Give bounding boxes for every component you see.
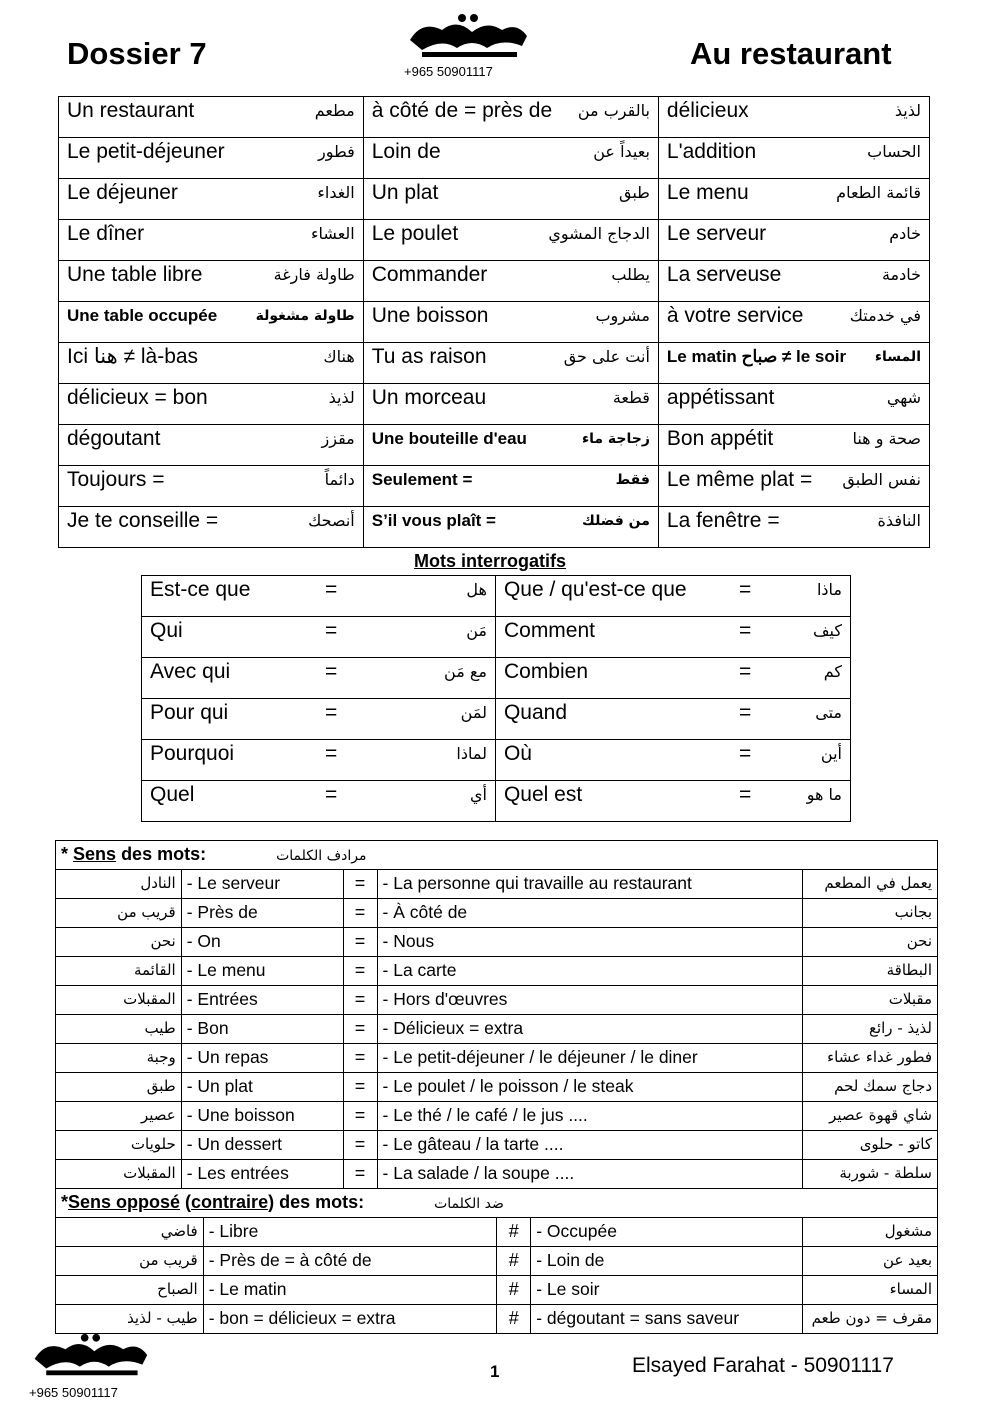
interrogatif-cell [142, 699, 496, 740]
french-term: S’il vous plaît = [371, 511, 496, 530]
arabic-opposite: مقرف = دون طعم [802, 1305, 937, 1334]
vocab-cell [658, 507, 929, 548]
french-word: Quand [503, 701, 568, 724]
vocab-cell [658, 97, 929, 138]
french-opposite: - Loin de [531, 1247, 803, 1276]
equals-sign: = [343, 1044, 377, 1073]
vocab-cell [658, 302, 929, 343]
french-term: - Près de = à côté de [203, 1247, 497, 1276]
french-term: - Le menu [181, 957, 343, 986]
arabic-synonym: سلطة - شوربة [802, 1160, 937, 1189]
page-title-right: Au restaurant [690, 36, 892, 71]
french-opposite: - Le soir [531, 1276, 803, 1305]
sens-row [56, 870, 938, 899]
french-word: Qui [150, 619, 183, 642]
arabic-synonym: نحن [802, 928, 937, 957]
contrary-sign: # [497, 1276, 531, 1305]
french-word: Où [503, 742, 532, 765]
arabic-word: مَن [466, 621, 487, 640]
vocab-cell [59, 138, 364, 179]
french-word: Quel est [503, 783, 583, 806]
sens-row [56, 1160, 938, 1189]
french-term: Le poulet [371, 222, 459, 245]
equals-sign: = [343, 957, 377, 986]
arabic-term: زجاجة ماء [581, 431, 650, 447]
sens-row [56, 1131, 938, 1160]
vocab-row [59, 466, 930, 507]
interrogatif-cell [495, 740, 850, 781]
vocab-cell [363, 343, 658, 384]
sens-header-cell [56, 841, 938, 870]
french-term: Le petit-déjeuner [67, 140, 225, 163]
arabic-meaning: قريب من [56, 899, 182, 928]
french-term: dégoutant [67, 427, 161, 450]
french-word: Comment [503, 619, 595, 642]
equals-sign: = [343, 986, 377, 1015]
logo-phone: +965 50901117 [404, 64, 493, 79]
vocab-cell [59, 425, 364, 466]
arabic-term: شهي [886, 388, 921, 407]
french-synonym: - À côté de [377, 899, 802, 928]
equals-sign: = [325, 578, 338, 601]
equals-sign: = [343, 928, 377, 957]
sens-row [56, 1102, 938, 1131]
arabic-opposite: المساء [802, 1276, 937, 1305]
interrogatif-cell [495, 699, 850, 740]
vocab-cell [363, 466, 658, 507]
french-term: - Un repas [181, 1044, 343, 1073]
french-term: Une boisson [371, 304, 489, 327]
french-term: - On [181, 928, 343, 957]
french-word: Pour qui [150, 701, 229, 724]
french-word: Pourquoi [150, 742, 235, 765]
arabic-word: ما هو [806, 785, 842, 804]
vocab-cell [363, 138, 658, 179]
vocab-cell [658, 261, 929, 302]
french-term: Commander [371, 263, 488, 286]
oppose-title-arabic: ضد الكلمات [434, 1196, 504, 1212]
french-term: Le même plat = [666, 468, 813, 491]
oppose-title-underlined-2: contraire [191, 1192, 269, 1212]
french-term: Toujours = [67, 468, 165, 491]
equals-sign: = [343, 899, 377, 928]
arabic-meaning: نحن [56, 928, 182, 957]
interrogatif-cell [142, 576, 496, 617]
interrogatifs-title: Mots interrogatifs [414, 551, 567, 571]
vocab-cell [363, 97, 658, 138]
vocab-cell [59, 384, 364, 425]
sens-title-underlined: Sens [73, 844, 117, 864]
french-term: Le serveur [666, 222, 767, 245]
oppose-title-mid: ( [180, 1192, 192, 1212]
vocab-cell [59, 507, 364, 548]
equals-sign: = [738, 742, 752, 765]
equals-sign: = [343, 1015, 377, 1044]
arabic-term: طبق [619, 183, 650, 202]
sens-header [56, 841, 938, 870]
oppose-row [56, 1305, 938, 1334]
french-term: Le dîner [67, 222, 145, 245]
vocab-row [59, 343, 930, 384]
equals-sign: = [738, 701, 752, 724]
vocab-cell [363, 384, 658, 425]
equals-sign: = [343, 1102, 377, 1131]
arabic-word: كم [823, 662, 842, 681]
french-term: Une table libre [67, 263, 203, 286]
vocab-row [59, 97, 930, 138]
interrogatifs-table [141, 575, 851, 822]
contrary-sign: # [497, 1305, 531, 1334]
interrogatif-row [142, 781, 851, 822]
arabic-word: متى [815, 703, 842, 722]
arabic-word: لماذا [456, 744, 487, 763]
arabic-term: في خدمتك [849, 306, 921, 325]
arabic-synonym: يعمل في المطعم [802, 870, 937, 899]
interrogatif-cell [495, 617, 850, 658]
vocab-row [59, 507, 930, 548]
vocab-cell [363, 425, 658, 466]
vocab-cell [658, 220, 929, 261]
vocab-cell [59, 220, 364, 261]
arabic-term: خادمة [881, 265, 921, 284]
contrary-sign: # [497, 1218, 531, 1247]
interrogatif-row [142, 576, 851, 617]
french-word: Combien [503, 660, 589, 683]
equals-sign: = [738, 578, 752, 601]
arabic-meaning: النادل [56, 870, 182, 899]
sens-row [56, 928, 938, 957]
interrogatif-cell [495, 576, 850, 617]
vocab-cell [658, 425, 929, 466]
french-synonym: - La personne qui travaille au restaurant [377, 870, 802, 899]
interrogatif-row [142, 658, 851, 699]
vocab-row [59, 261, 930, 302]
arabic-meaning: طبق [56, 1073, 182, 1102]
arabic-synonym: البطاقة [802, 957, 937, 986]
french-word: Est-ce que [150, 578, 251, 601]
vocab-row [59, 138, 930, 179]
arabic-synonym: دجاج سمك لحم [802, 1073, 937, 1102]
french-term: - Une boisson [181, 1102, 343, 1131]
french-term: délicieux = bon [67, 386, 208, 409]
sens-table [55, 840, 938, 1334]
vocab-cell [658, 384, 929, 425]
interrogatif-row [142, 740, 851, 781]
french-term: - Le serveur [181, 870, 343, 899]
interrogatif-row [142, 617, 851, 658]
interrogatif-cell [142, 781, 496, 822]
vocab-cell [658, 343, 929, 384]
arabic-meaning: المقبلات [56, 1160, 182, 1189]
arabic-meaning: حلويات [56, 1131, 182, 1160]
arabic-word: ماذا [816, 580, 842, 599]
arabic-term: النافذة [877, 511, 921, 530]
vocab-cell [658, 138, 929, 179]
arabic-term: من فضلك [582, 513, 650, 529]
arabic-term: مشروب [595, 306, 650, 325]
oppose-row [56, 1276, 938, 1305]
vocab-cell [363, 220, 658, 261]
french-synonym: - Nous [377, 928, 802, 957]
vocab-row [59, 220, 930, 261]
arabic-term: فطور [317, 142, 355, 161]
arabic-term: يطلب [611, 265, 650, 284]
french-opposite: - Occupée [531, 1218, 803, 1247]
interrogatif-cell [142, 658, 496, 699]
french-synonym: - Hors d'œuvres [377, 986, 802, 1015]
interrogatif-cell [142, 740, 496, 781]
french-term: Je te conseille = [67, 509, 219, 532]
arabic-term: أنت على حق [563, 347, 650, 366]
arabic-synonym: مقبلات [802, 986, 937, 1015]
equals-sign: = [325, 701, 338, 724]
arabic-term: أنصحك [308, 511, 355, 530]
vocab-cell [59, 261, 364, 302]
vocab-cell [363, 302, 658, 343]
french-term: Une bouteille d'eau [371, 429, 527, 448]
arabic-term: نفس الطبق [842, 470, 921, 489]
french-synonym: - Le poulet / le poisson / le steak [377, 1073, 802, 1102]
oppose-title-rest: ) des mots: [268, 1192, 365, 1212]
arabic-word: هل [466, 580, 487, 599]
french-term: La serveuse [666, 263, 782, 286]
french-opposite: - dégoutant = sans saveur [531, 1305, 803, 1334]
equals-sign: = [325, 783, 338, 806]
french-term: délicieux [666, 99, 749, 122]
vocab-row [59, 384, 930, 425]
french-word: Que / qu'est-ce que [503, 578, 687, 601]
interrogatif-cell [142, 617, 496, 658]
arabic-term: الحساب [867, 142, 921, 161]
sens-row [56, 1073, 938, 1102]
arabic-term: الدجاج المشوي [548, 224, 650, 243]
arabic-synonym: فطور غداء عشاء [802, 1044, 937, 1073]
vocab-cell [59, 97, 364, 138]
equals-sign: = [325, 660, 338, 683]
sens-row [56, 899, 938, 928]
arabic-meaning: وجبة [56, 1044, 182, 1073]
vocab-cell [363, 261, 658, 302]
oppose-header-cell [56, 1189, 938, 1218]
arabic-meaning: الصباح [56, 1276, 204, 1305]
arabic-meaning: القائمة [56, 957, 182, 986]
sens-title-rest: des mots: [116, 844, 207, 864]
arabic-term: طاولة فارغة [273, 265, 355, 284]
arabic-term: لذيذ [894, 101, 921, 120]
vocab-cell [658, 179, 929, 220]
french-term: La fenêtre = [666, 509, 780, 532]
oppose-row [56, 1218, 938, 1247]
arabic-synonym: لذيذ - رائع [802, 1015, 937, 1044]
arabic-term: فقط [615, 472, 650, 488]
arabic-term: خادم [889, 224, 921, 243]
arabic-term: المساء [874, 349, 921, 365]
sens-row [56, 1015, 938, 1044]
footer-phone: +965 50901117 [29, 1385, 118, 1400]
french-term: - Un plat [181, 1073, 343, 1102]
french-term: à votre service [666, 304, 804, 327]
arabic-term: العشاء [311, 224, 355, 243]
footer-logo [27, 1330, 152, 1382]
arabic-term: دائماً [324, 470, 355, 489]
french-term: Ici هنا ≠ là-bas [67, 345, 199, 368]
french-term: - Bon [181, 1015, 343, 1044]
equals-sign: = [343, 870, 377, 899]
arabic-synonym: كاتو - حلوى [802, 1131, 937, 1160]
star: * [61, 844, 69, 864]
french-word: Avec qui [150, 660, 231, 683]
star: * [61, 1192, 69, 1212]
vocab-row [59, 302, 930, 343]
french-term: appétissant [666, 386, 775, 409]
arabic-meaning: طيب [56, 1015, 182, 1044]
arabic-word: أين [820, 744, 842, 763]
vocab-cell [363, 507, 658, 548]
interrogatif-cell [495, 781, 850, 822]
french-term: Tu as raison [371, 345, 487, 368]
equals-sign: = [343, 1131, 377, 1160]
french-term: L'addition [666, 140, 757, 163]
french-term: Un morceau [371, 386, 487, 409]
page-title-left: Dossier 7 [67, 36, 207, 71]
french-term: Un restaurant [67, 99, 195, 122]
vocab-cell [363, 179, 658, 220]
french-synonym: - Le petit-déjeuner / le déjeuner / le diner [377, 1044, 802, 1073]
vocab-cell [59, 179, 364, 220]
french-term: - Libre [203, 1218, 497, 1247]
vocab-row [59, 179, 930, 220]
french-synonym: - La salade / la soupe .... [377, 1160, 802, 1189]
arabic-synonym: بجانب [802, 899, 937, 928]
arabic-term: مقزز [321, 429, 355, 448]
french-synonym: - La carte [377, 957, 802, 986]
equals-sign: = [738, 783, 752, 806]
arabic-term: الغداء [317, 183, 355, 202]
equals-sign: = [738, 660, 752, 683]
vocab-cell [59, 343, 364, 384]
arabic-word: لمَن [460, 703, 487, 722]
french-synonym: - Le gâteau / la tarte .... [377, 1131, 802, 1160]
arabic-term: بالقرب من [577, 101, 650, 120]
arabic-term: بعيداً عن [593, 142, 650, 161]
french-synonym: - Délicieux = extra [377, 1015, 802, 1044]
arabic-meaning: المقبلات [56, 986, 182, 1015]
sens-row [56, 957, 938, 986]
interrogatif-cell [495, 658, 850, 699]
french-term: Loin de [371, 140, 441, 163]
french-term: - Les entrées [181, 1160, 343, 1189]
sens-row [56, 986, 938, 1015]
arabic-meaning: طيب - لذيذ [56, 1305, 204, 1334]
sens-row [56, 1044, 938, 1073]
french-word: Quel [150, 783, 195, 806]
equals-sign: = [325, 619, 338, 642]
arabic-term: صحة و هنا [852, 429, 921, 448]
arabic-word: أي [470, 785, 487, 804]
arabic-word: كيف [812, 621, 842, 640]
oppose-header [56, 1189, 938, 1218]
arabic-term: لذيذ [328, 388, 355, 407]
arabic-term: قائمة الطعام [836, 183, 921, 202]
arabic-meaning: فاضي [56, 1218, 204, 1247]
page-number: 1 [490, 1362, 500, 1381]
oppose-row [56, 1247, 938, 1276]
french-term: - Un dessert [181, 1131, 343, 1160]
french-term: - Entrées [181, 986, 343, 1015]
arabic-term: طاولة مشغولة [255, 308, 355, 324]
arabic-meaning: قريب من [56, 1247, 204, 1276]
vocab-row [59, 425, 930, 466]
arabic-term: هناك [323, 347, 355, 366]
french-term: Le déjeuner [67, 181, 178, 204]
french-term: - bon = délicieux = extra [203, 1305, 497, 1334]
equals-sign: = [343, 1160, 377, 1189]
arabic-word: مع مَن [444, 662, 487, 681]
french-term: à côté de = près de [371, 99, 553, 122]
arabic-opposite: بعيد عن [802, 1247, 937, 1276]
equals-sign: = [738, 619, 752, 642]
arabic-synonym: شاي قهوة عصير [802, 1102, 937, 1131]
equals-sign: = [325, 742, 338, 765]
author-credit: Elsayed Farahat - 50901117 [632, 1354, 894, 1377]
arabic-meaning: عصير [56, 1102, 182, 1131]
french-term: - Le matin [203, 1276, 497, 1305]
french-term: Une table occupée [67, 306, 218, 325]
contrary-sign: # [497, 1247, 531, 1276]
french-term: Bon appétit [666, 427, 774, 450]
brand-logo [402, 10, 532, 64]
french-synonym: - Le thé / le café / le jus .... [377, 1102, 802, 1131]
arabic-term: قطعة [612, 388, 650, 407]
vocab-cell [658, 466, 929, 507]
french-term: Le menu [666, 181, 749, 204]
interrogatif-row [142, 699, 851, 740]
french-term: - Près de [181, 899, 343, 928]
french-term: Un plat [371, 181, 439, 204]
oppose-title-underlined-1: Sens opposé [68, 1192, 181, 1212]
french-term: Le matin صباح ≠ le soir [666, 347, 847, 366]
vocab-table [58, 96, 930, 548]
vocab-cell [59, 466, 364, 507]
arabic-term: مطعم [314, 101, 355, 120]
sens-title-arabic: مرادف الكلمات [276, 848, 367, 864]
equals-sign: = [343, 1073, 377, 1102]
vocab-cell [59, 302, 364, 343]
arabic-opposite: مشغول [802, 1218, 937, 1247]
french-term: Seulement = [371, 470, 473, 489]
